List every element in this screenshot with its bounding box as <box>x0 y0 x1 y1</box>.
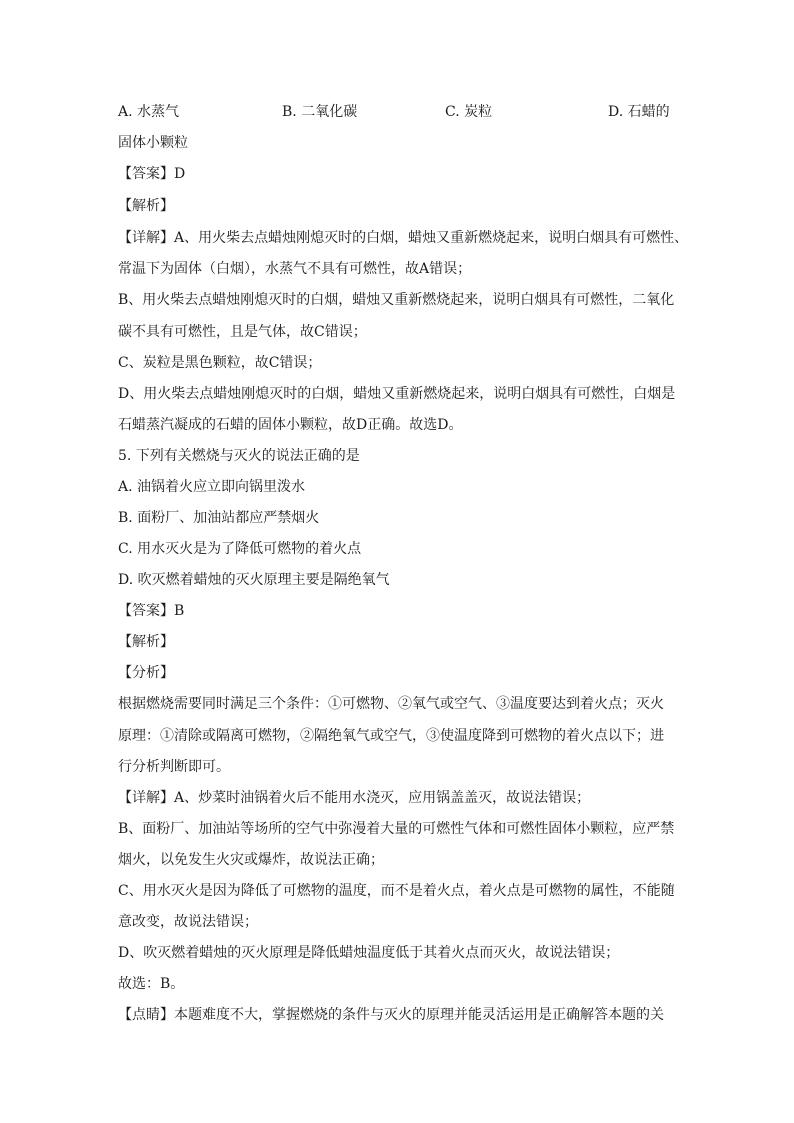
detail-text: A、用火柴去点蜡烛刚熄灭时的白烟，蜡烛又重新燃烧起来，说明白烟具有可燃性、 <box>174 230 689 246</box>
q5-stem: 5. 下列有关燃烧与灭火的说法正确的是 <box>118 448 360 464</box>
q4-option-c: C. 炭粒 <box>445 104 493 120</box>
q4-option-d-continued: 固体小颗粒 <box>118 135 188 151</box>
q5-detail-line: D、吹灭燃着蜡烛的灭火原理是降低蜡烛温度低于其着火点而灭火，故说法错误； <box>118 945 620 961</box>
answer-tag: 【答案】 <box>118 166 174 182</box>
q5-detail-line: 意改变，故说法错误； <box>118 914 258 930</box>
q5-fenxi-line: 原理：①清除或隔离可燃物，②隔绝氧气或空气，③使温度降到可燃物的着火点以下；进 <box>118 728 664 744</box>
q4-option-d: D. 石蜡的 <box>608 104 670 120</box>
q4-detail-line: C、炭粒是黑色颗粒，故C错误； <box>118 355 322 371</box>
answer-value: B <box>174 603 185 619</box>
q5-detail-line: 烟火，以免发生火灾或爆炸，故说法正确； <box>118 852 384 868</box>
q4-detail-line: 常温下为固体（白烟），水蒸气不具有可燃性，故A错误； <box>118 261 472 277</box>
q4-detail-line: B、用火柴去点蜡烛刚熄灭时的白烟，蜡烛又重新燃烧起来，说明白烟具有可燃性，二氧化 <box>118 292 675 308</box>
q5-fenxi-tag: 【分析】 <box>118 665 174 681</box>
detail-tag: 【详解】 <box>118 790 174 806</box>
dianjing-text: 本题难度不大，掌握燃烧的条件与灭火的原理并能灵活运用是正确解答本题的关 <box>174 1007 664 1023</box>
answer-value: D <box>174 166 186 182</box>
q5-option-d: D. 吹灭燃着蜡烛的灭火原理主要是隔绝氧气 <box>118 572 390 588</box>
q4-answer <box>118 164 185 184</box>
q5-dianjing-line <box>118 1005 664 1025</box>
q5-detail-line <box>118 788 590 808</box>
q5-fenxi-line: 行分析判断即可。 <box>118 759 230 775</box>
q4-detail-line: D、用火柴去点蜡烛刚熄灭时的白烟，蜡烛又重新燃烧起来，说明白烟具有可燃性，白烟是 <box>118 386 676 402</box>
answer-tag: 【答案】 <box>118 603 174 619</box>
q4-analysis-tag: 【解析】 <box>118 198 174 214</box>
detail-tag: 【详解】 <box>118 230 174 246</box>
detail-text: A、炒菜时油锅着火后不能用水浇灭，应用锅盖盖灭，故说法错误； <box>174 790 591 806</box>
q5-option-b: B. 面粉厂、加油站都应严禁烟火 <box>118 510 320 526</box>
q4-detail-line: 碳不具有可燃性，且是气体，故C错误； <box>118 324 367 340</box>
q5-detail-line: 故选：B。 <box>118 976 185 992</box>
q5-option-a: A. 油锅着火应立即向锅里泼水 <box>118 479 306 495</box>
q4-detail-line <box>118 228 688 248</box>
q4-detail-line: 石蜡蒸汽凝成的石蜡的固体小颗粒，故D正确。故选D。 <box>118 417 463 433</box>
q5-fenxi-line: 根据燃烧需要同时满足三个条件：①可燃物、②氧气或空气、③温度要达到着火点；灭火 <box>118 696 664 712</box>
q5-detail-line: B、面粉厂、加油站等场所的空气中弥漫着大量的可燃性气体和可燃性固体小颗粒，应严禁 <box>118 821 675 837</box>
q5-detail-line: C、用水灭火是因为降低了可燃物的温度，而不是着火点，着火点是可燃物的属性，不能随 <box>118 883 675 899</box>
q4-option-a: A. 水蒸气 <box>118 104 180 120</box>
dianjing-tag: 【点睛】 <box>118 1007 174 1023</box>
q4-option-b: B. 二氧化碳 <box>282 104 358 120</box>
q5-option-c: C. 用水灭火是为了降低可燃物的着火点 <box>118 541 362 557</box>
q5-analysis-tag: 【解析】 <box>118 634 174 650</box>
q5-answer <box>118 601 184 621</box>
